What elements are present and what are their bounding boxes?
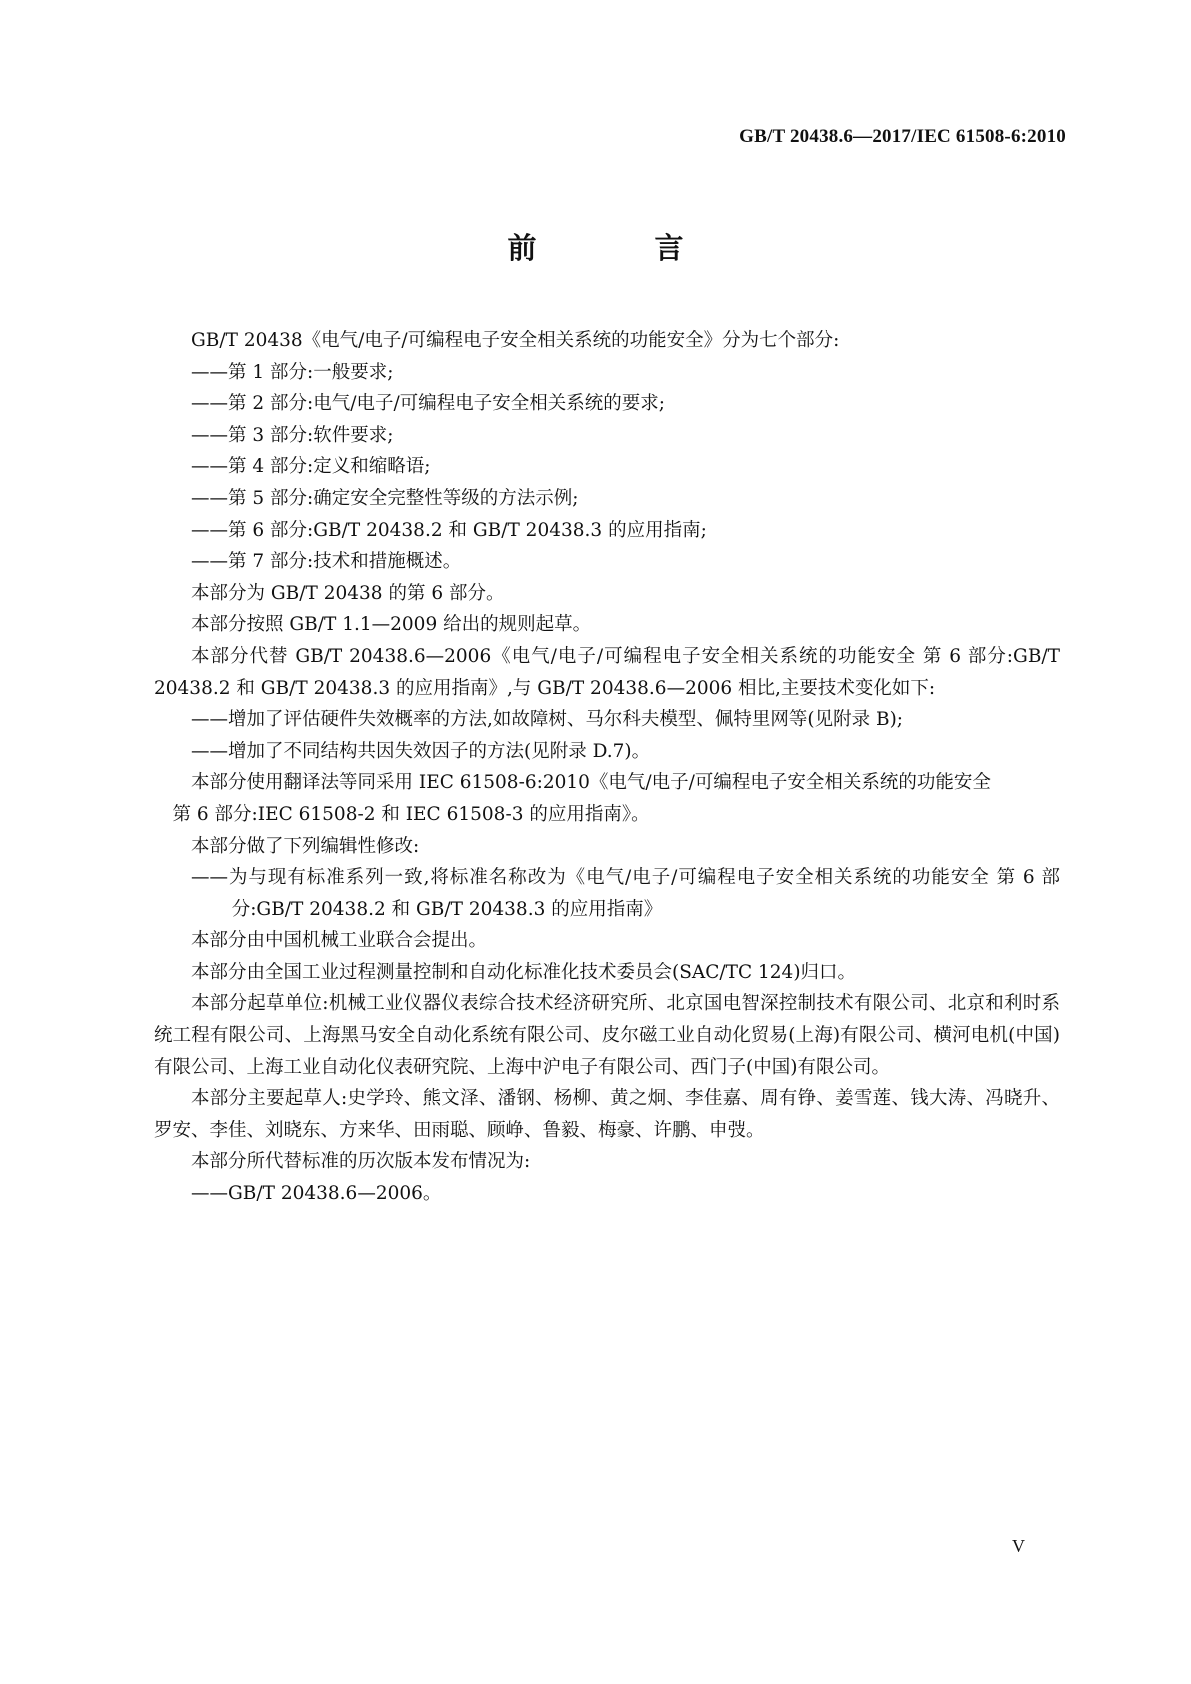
is-part-paragraph: 本部分为 GB/T 20438 的第 6 部分。 bbox=[191, 582, 505, 604]
change-list-item: ——增加了不同结构共因失效因子的方法(见附录 D.7)。 bbox=[191, 740, 651, 762]
managed-by-paragraph: 本部分由全国工业过程测量控制和自动化标准化技术委员会(SAC/TC 124)归口。 bbox=[191, 961, 857, 983]
translation-paragraph-continued: 第 6 部分:IEC 61508-2 和 IEC 61508-3 的应用指南》。 bbox=[172, 803, 650, 825]
editorial-intro-paragraph: 本部分做了下列编辑性修改: bbox=[191, 835, 420, 857]
part-list-item: ——第 3 部分:软件要求; bbox=[191, 424, 394, 446]
intro-paragraph: GB/T 20438《电气/电子/可编程电子安全相关系统的功能安全》分为七个部分: bbox=[191, 330, 840, 351]
part-list-item: ——第 4 部分:定义和缩略语; bbox=[191, 456, 431, 478]
drafting-rule-paragraph: 本部分按照 GB/T 1.1—2009 给出的规则起草。 bbox=[191, 614, 592, 636]
drafting-units-paragraph: 本部分起草单位:机械工业仪器仪表综合技术经济研究所、北京国电智深控制技术有限公司、北京和利时系统工程有限公司、上海黑马安全自动化系统有限公司、皮尔磁工业自动化贸易(上海)有限公司、横河电机(中国)有限公司、上海工业自动化仪表研究院、上海中沪电子有限公司、西门子(中国)有限公司。 bbox=[154, 993, 1060, 1078]
history-intro-paragraph: 本部分所代替标准的历次版本发布情况为: bbox=[191, 1151, 531, 1173]
history-list-item: ——GB/T 20438.6—2006。 bbox=[191, 1183, 442, 1205]
page-number: V bbox=[1012, 1536, 1025, 1556]
editorial-change-item: ——为与现有标准系列一致,将标准名称改为《电气/电子/可编程电子安全相关系统的功能安全 第 6 部分:GB/T 20438.2 和 GB/T 20438.3 的应用指南》 bbox=[191, 867, 1060, 920]
part-list-item: ——第 5 部分:确定安全完整性等级的方法示例; bbox=[191, 487, 579, 509]
drafters-paragraph: 本部分主要起草人:史学玲、熊文泽、潘钢、杨柳、黄之炯、李佳嘉、周有铮、姜雪莲、钱大涛、冯晓升、罗安、李佳、刘晓东、方来华、田雨聪、顾峥、鲁毅、梅豪、许鹏、申弢。 bbox=[154, 1088, 1060, 1141]
proposed-by-paragraph: 本部分由中国机械工业联合会提出。 bbox=[191, 930, 488, 952]
standard-number-header: GB/T 20438.6—2017/IEC 61508-6:2010 bbox=[739, 126, 1066, 147]
change-list-item: ——增加了评估硬件失效概率的方法,如故障树、马尔科夫模型、佩特里网等(见附录 B); bbox=[191, 709, 904, 731]
part-list-item: ——第 2 部分:电气/电子/可编程电子安全相关系统的要求; bbox=[191, 393, 665, 415]
replaces-paragraph: 本部分代替 GB/T 20438.6—2006《电气/电子/可编程电子安全相关系统的功能安全 第 6 部分:GB/T 20438.2 和 GB/T 20438.3 的应用指南》,与 GB/T 20438.6—2006 相比,主要技术变化如下: bbox=[154, 645, 1060, 699]
translation-paragraph: 本部分使用翻译法等同采用 IEC 61508-6:2010《电气/电子/可编程电子安全相关系统的功能安全 bbox=[191, 772, 991, 794]
part-list-item: ——第 6 部分:GB/T 20438.2 和 GB/T 20438.3 的应用指南; bbox=[191, 519, 707, 541]
part-list-item: ——第 1 部分:一般要求; bbox=[191, 361, 394, 383]
page-title: 前 言 bbox=[507, 231, 738, 265]
part-list-item: ——第 7 部分:技术和措施概述。 bbox=[191, 551, 462, 573]
foreword-body bbox=[154, 325, 1060, 1210]
